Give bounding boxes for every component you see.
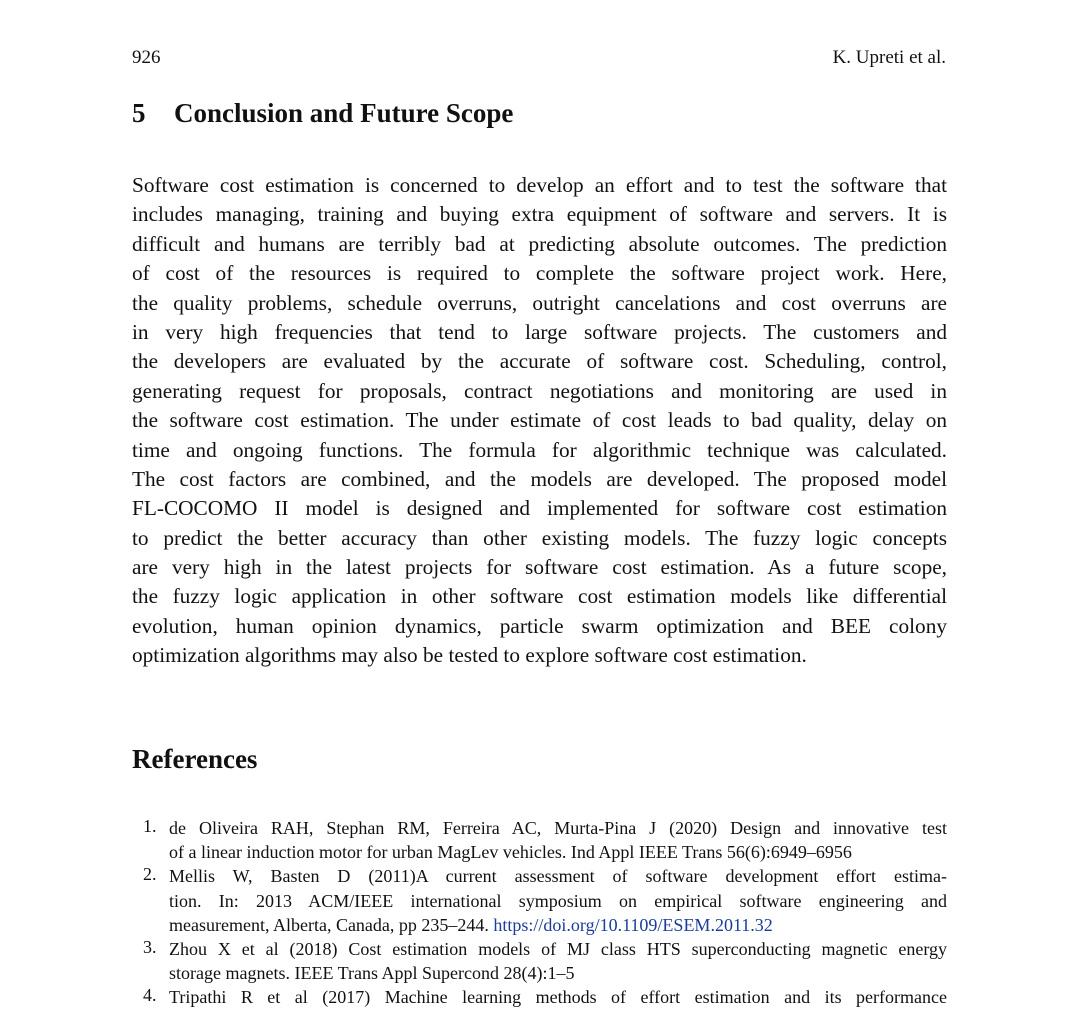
- reference-text: Zhou X et al (2018) Cost estimation models of MJ class HTS superconducting magnetic energy: [169, 938, 947, 959]
- reference-item: [132, 937, 947, 985]
- reference-number: 1.: [143, 816, 157, 836]
- reference-line: [169, 961, 947, 985]
- reference-item: [132, 864, 947, 937]
- doi-link[interactable]: https://doi.org/10.1109/ESEM.2011.32: [493, 914, 773, 935]
- reference-number: 2.: [143, 864, 157, 885]
- paragraph-line: the quality problems, schedule overruns, outright cancelations and cost overruns are: [132, 290, 947, 315]
- section-heading: [132, 98, 513, 129]
- reference-item: [132, 816, 947, 864]
- reference-text: measurement, Alberta, Canada, pp 235–244.: [169, 914, 494, 935]
- reference-line: [169, 840, 947, 864]
- paragraph-line: to predict the better accuracy than other existing models. The fuzzy logic concepts: [132, 525, 947, 550]
- reference-text: storage magnets. IEEE Trans Appl Supercond 28(4):1–5: [169, 963, 575, 984]
- paragraph-line: in very high frequencies that tend to large software projects. The customers and: [132, 319, 947, 344]
- paragraph-line: time and ongoing functions. The formula for algorithmic technique was calculated.: [132, 437, 947, 462]
- conclusion-paragraph: [132, 171, 947, 671]
- section-title: Conclusion and Future Scope: [174, 98, 514, 128]
- paragraph-line: the software cost estimation. The under estimate of cost leads to bad quality, delay on: [132, 408, 947, 433]
- page-number: 926: [132, 47, 161, 68]
- reference-line: [169, 937, 947, 961]
- paragraph-line: of cost of the resources is required to complete the software project work. Here,: [132, 261, 947, 286]
- references-list: [132, 816, 947, 1010]
- references-heading: References: [132, 744, 258, 774]
- reference-text: Tripathi R et al (2017) Machine learning methods of effort estimation and its performance: [169, 987, 947, 1008]
- reference-line: [169, 913, 947, 937]
- reference-number: 4.: [143, 985, 157, 1006]
- reference-number: 3.: [143, 936, 157, 957]
- paragraph-line: the developers are evaluated by the accurate of software cost. Scheduling, control,: [132, 349, 947, 374]
- reference-text: of a linear induction motor for urban MagLev vehicles. Ind Appl IEEE Trans 56(6):6949–6956: [169, 842, 852, 863]
- paragraph-line: optimization algorithms may also be tested to explore software cost estimation.: [132, 643, 807, 668]
- paragraph-line: difficult and humans are terribly bad at predicting absolute outcomes. The prediction: [132, 231, 947, 256]
- reference-text: Mellis W, Basten D (2011)A current assessment of software development effort estima-: [169, 866, 947, 887]
- reference-text: de Oliveira RAH, Stephan RM, Ferreira AC, Murta-Pina J (2020) Design and innovative test: [169, 818, 947, 838]
- reference-line: [169, 816, 947, 840]
- paragraph-line: evolution, human opinion dynamics, particle swarm optimization and BEE colony: [132, 613, 947, 638]
- paragraph-line: are very high in the latest projects for software cost estimation. As a future scope,: [132, 555, 947, 580]
- reference-line: [169, 889, 947, 913]
- reference-line: [169, 864, 947, 888]
- reference-line: [169, 985, 947, 1009]
- reference-text: tion. In: 2013 ACM/IEEE international symposium on empirical software engineering and: [169, 890, 947, 911]
- paragraph-line: generating request for proposals, contract negotiations and monitoring are used in: [132, 378, 947, 403]
- paragraph-line: The cost factors are combined, and the models are developed. The proposed model: [132, 466, 947, 491]
- paragraph-line: includes managing, training and buying extra equipment of software and servers. It is: [132, 202, 947, 227]
- paragraph-line: Software cost estimation is concerned to develop an effort and to test the software that: [132, 173, 947, 197]
- paragraph-line: FL-COCOMO II model is designed and implemented for software cost estimation: [132, 496, 947, 521]
- section-number: 5: [132, 98, 146, 128]
- reference-item: [132, 985, 947, 1009]
- running-header-authors: K. Upreti et al.: [832, 47, 946, 68]
- paragraph-line: the fuzzy logic application in other software cost estimation models like differential: [132, 584, 947, 609]
